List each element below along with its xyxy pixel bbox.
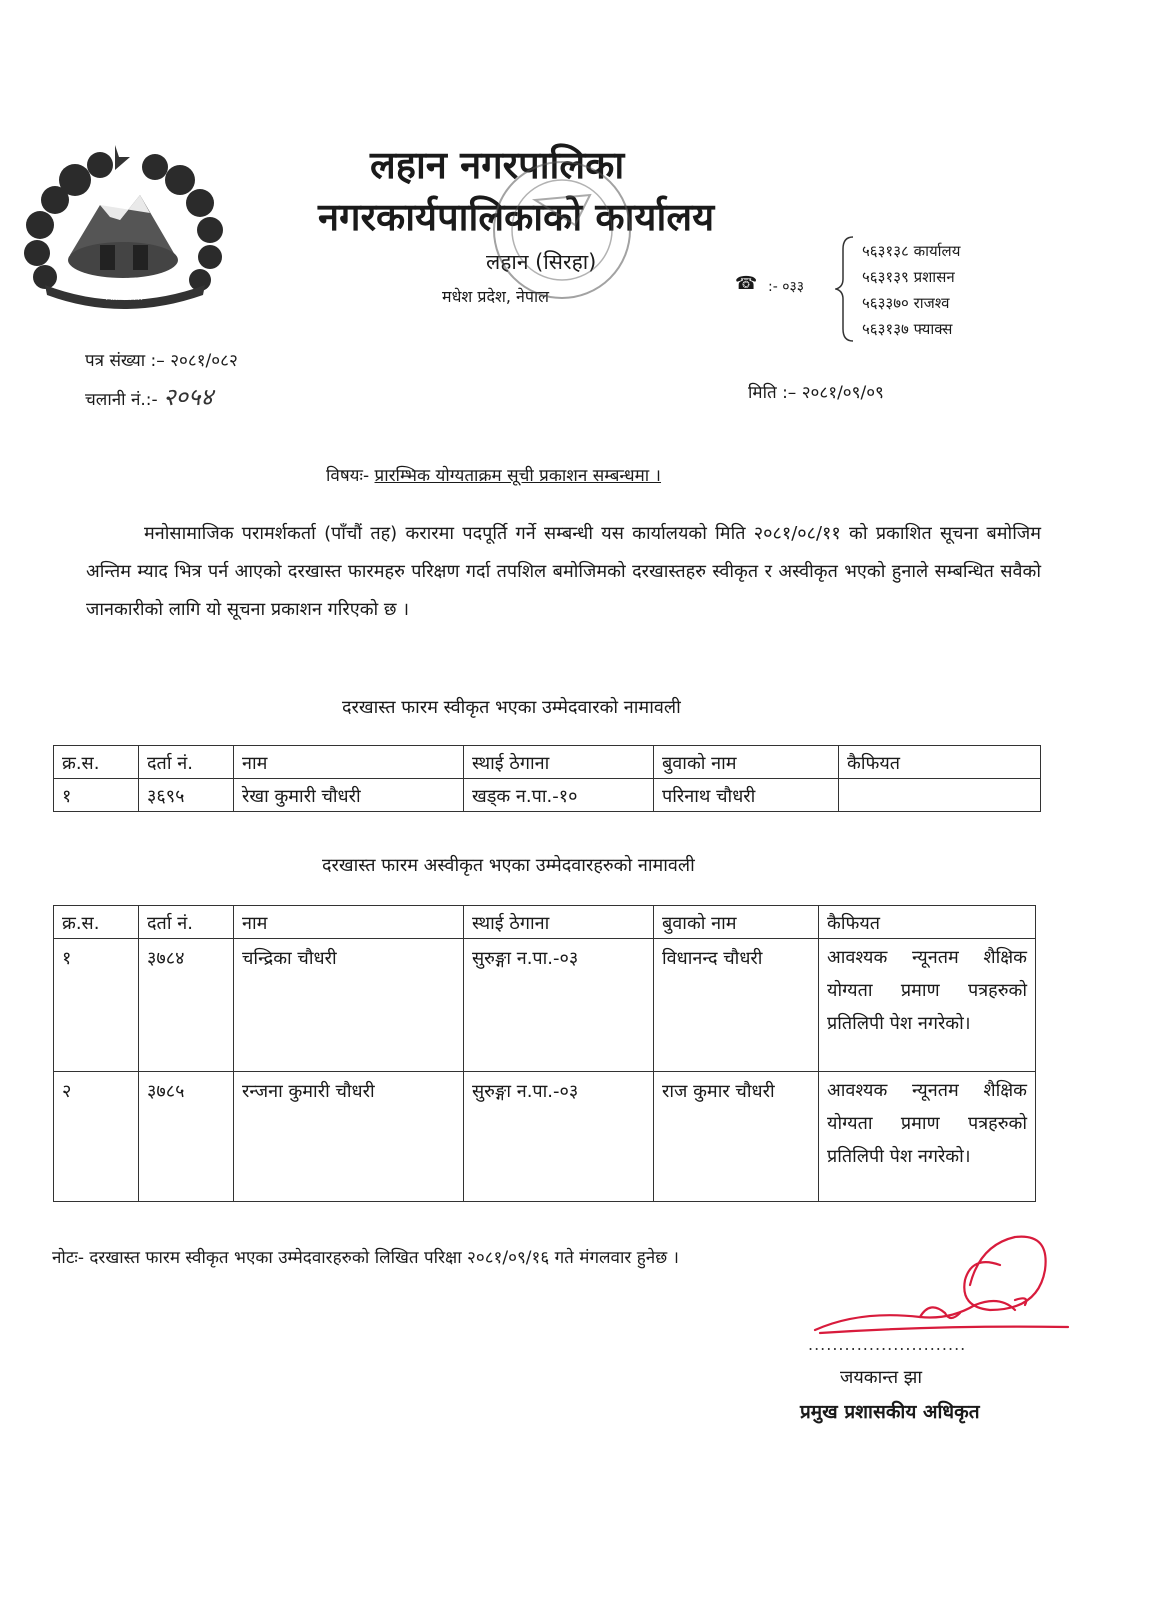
- col-address: स्थाई ठेगाना: [464, 746, 654, 779]
- dispatch-number-value: २०५४: [163, 383, 213, 411]
- office-stamp: [480, 155, 645, 305]
- phone-brace: [835, 235, 855, 343]
- rejected-table: [53, 905, 1036, 1202]
- phone-list: [862, 238, 960, 342]
- subject-text: प्रारम्भिक योग्यताक्रम सूची प्रकाशन सम्बन्धमा ।: [374, 466, 662, 486]
- cell-name: रन्जना कुमारी चौधरी: [234, 1072, 464, 1202]
- office-province: मधेश प्रदेश, नेपाल: [442, 287, 549, 306]
- cell-remarks: आवश्यक न्यूनतम शैक्षिक योग्यता प्रमाण पत्रहरुको प्रतिलिपी पेश नगरेको।: [819, 939, 1036, 1072]
- col-remarks: कैफियत: [819, 906, 1036, 939]
- rejected-heading: दरखास्त फारम अस्वीकृत भएका उम्मेदवारहरुको नामावली: [322, 855, 695, 876]
- cell-father-name: राज कुमार चौधरी: [654, 1072, 819, 1202]
- nepal-government-emblem: [15, 125, 230, 310]
- phone-revenue: ५६३३७० राजश्व: [862, 294, 950, 312]
- cell-father-name: परिनाथ चौधरी: [654, 779, 839, 812]
- cell-remarks: [839, 779, 1041, 812]
- dispatch-number-label: चलानी नं.:-: [85, 390, 158, 410]
- cell-sn: १: [54, 779, 139, 812]
- cell-father-name: विधानन्द चौधरी: [654, 939, 819, 1072]
- svg-text:नेपाल सरकार: नेपाल सरकार: [103, 293, 143, 302]
- body-paragraph: मनोसामाजिक परामर्शकर्ता (पाँचौं तह) करारमा पदपूर्ति गर्ने सम्बन्धी यस कार्यालयको मिति २०८१/०८/११ को प्रकाशित सूचना बमोजिम अन्तिम म्याद भित्र पर्न आएको दरखास्त फारमहरु परिक्षण गर्दा तपशिल बमोजिमको दरखास्तहरु स्वीकृत र अस्वीकृत भएको हुनाले सम्बन्धित सवैको जानकारीको लागि यो सूचना प्रकाशन गरिएको छ ।: [86, 523, 1041, 620]
- signatory-title: प्रमुख प्रशासकीय अधिकृत: [800, 1401, 980, 1423]
- cell-name: चन्द्रिका चौधरी: [234, 939, 464, 1072]
- cell-address: सुरुङ्गा न.पा.-०३: [464, 939, 654, 1072]
- col-reg-no: दर्ता नं.: [139, 906, 234, 939]
- cell-sn: २: [54, 1072, 139, 1202]
- col-father-name: बुवाको नाम: [654, 746, 839, 779]
- accepted-heading: दरखास्त फारम स्वीकृत भएका उम्मेदवारको नामावली: [342, 697, 681, 718]
- col-sn: क्र.स.: [54, 906, 139, 939]
- letter-number: [85, 348, 238, 371]
- cell-remarks: आवश्यक न्यूनतम शैक्षिक योग्यता प्रमाण पत्रहरुको प्रतिलिपी पेश नगरेको।: [819, 1072, 1036, 1202]
- phone-office: ५६३१३८ कार्यालय: [862, 242, 961, 260]
- letter-number-value: २०८१/०८२: [170, 351, 238, 371]
- cell-name: रेखा कुमारी चौधरी: [234, 779, 464, 812]
- col-name: नाम: [234, 746, 464, 779]
- col-sn: क्र.स.: [54, 746, 139, 779]
- office-location: लहान (सिरहा): [486, 250, 597, 274]
- phone-admin: ५६३१३९ प्रशासन: [862, 268, 955, 286]
- exam-note: नोटः- दरखास्त फारम स्वीकृत भएका उम्मेदवारहरुको लिखित परिक्षा २०८१/०९/१६ गते मंगलवार हुनेछ ।: [52, 1248, 679, 1268]
- signature-line: ..........................: [808, 1335, 967, 1354]
- cell-address: सुरुङ्गा न.पा.-०३: [464, 1072, 654, 1202]
- office-name: लहान नगरपालिका: [370, 143, 625, 187]
- cell-reg-no: ३७८४: [139, 939, 234, 1072]
- table-header-row: [54, 746, 1041, 779]
- col-father-name: बुवाको नाम: [654, 906, 819, 939]
- col-name: नाम: [234, 906, 464, 939]
- dispatch-number: [85, 380, 213, 413]
- date-value: २०८१/०९/०९: [801, 383, 884, 403]
- phone-fax: ५६३१३७ फ्याक्स: [862, 320, 953, 338]
- table-row: [54, 939, 1036, 1072]
- telephone-icon: ☎: [735, 273, 758, 294]
- table-header-row: [54, 906, 1036, 939]
- accepted-table: [53, 745, 1041, 812]
- subject-line: [326, 463, 661, 486]
- table-row: [54, 1072, 1036, 1202]
- cell-address: खड्क न.पा.-१०: [464, 779, 654, 812]
- cell-reg-no: ३६९५: [139, 779, 234, 812]
- col-reg-no: दर्ता नं.: [139, 746, 234, 779]
- letter-number-label: पत्र संख्या :–: [85, 351, 165, 371]
- table-row: [54, 779, 1041, 812]
- subject-label: विषयः-: [326, 466, 370, 486]
- col-address: स्थाई ठेगाना: [464, 906, 654, 939]
- phone-area-code: :- ०३३: [768, 279, 805, 295]
- signatory-name: जयकान्त झा: [840, 1367, 923, 1388]
- cell-reg-no: ३७८५: [139, 1072, 234, 1202]
- cell-sn: १: [54, 939, 139, 1072]
- office-title: नगरकार्यपालिकाको कार्यालय: [318, 195, 715, 239]
- date: [748, 380, 884, 403]
- date-label: मिति :–: [748, 383, 797, 403]
- col-remarks: कैफियत: [839, 746, 1041, 779]
